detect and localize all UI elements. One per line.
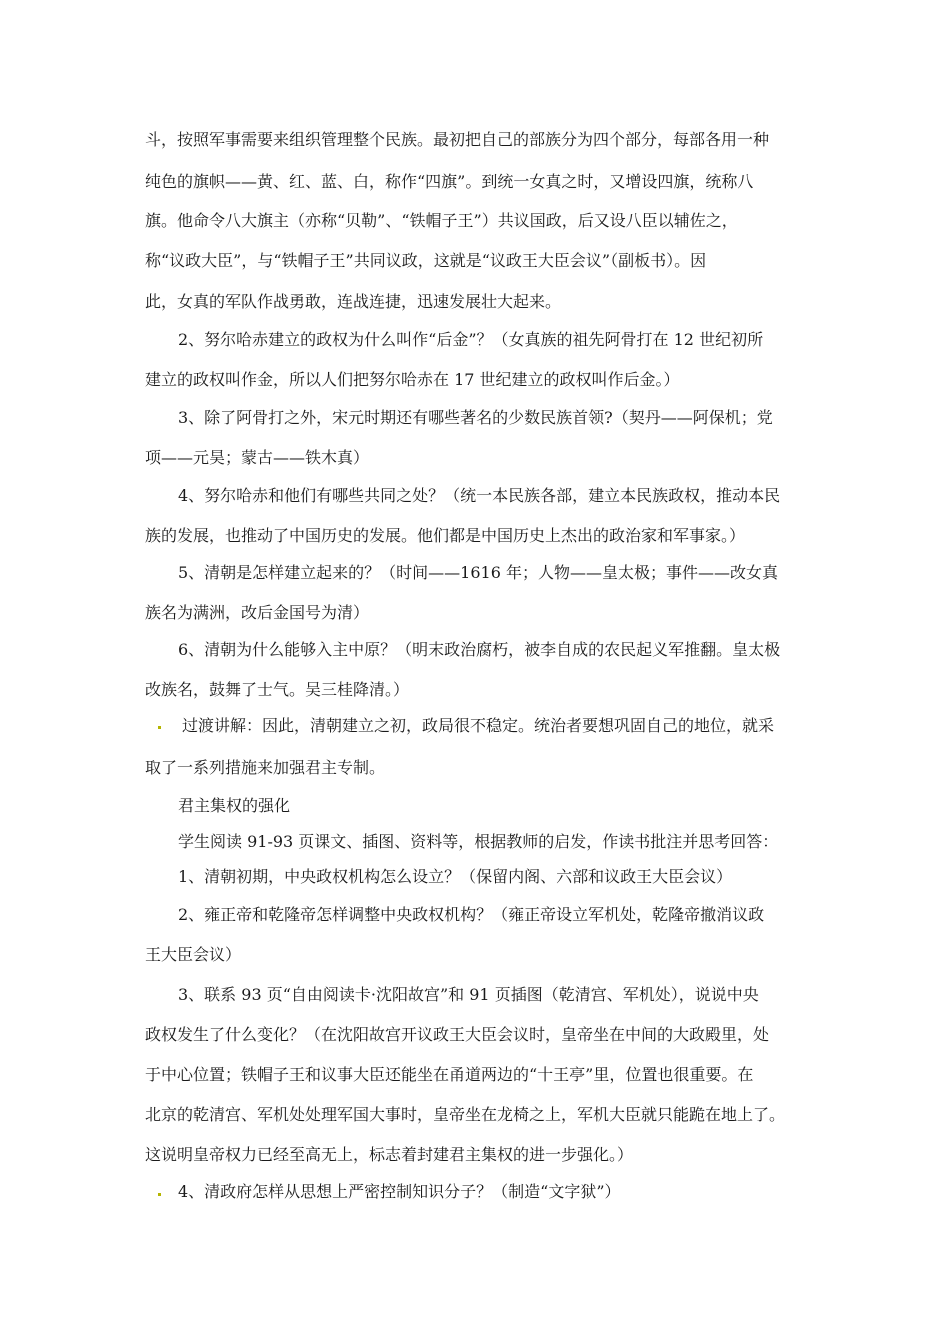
- answer-line: 建立的政权叫作金，所以人们把努尔哈赤在 17 世纪建立的政权叫作后金。）: [145, 370, 680, 389]
- question-line: 5、清朝是怎样建立起来的？（时间——1616 年；人物——皇太极；事件——改女真: [178, 563, 778, 582]
- answer-line: 北京的乾清宫、军机处处理军国大事时，皇帝坐在龙椅之上，军机大臣就只能跪在地上了。: [145, 1105, 786, 1124]
- answer-line: 政权发生了什么变化？（在沈阳故宫开议政王大臣会议时，皇帝坐在中间的大政殿里，处: [145, 1025, 770, 1044]
- paragraph-line: 此，女真的军队作战勇敢，连战连捷，迅速发展壮大起来。: [145, 292, 562, 311]
- question-line: 2、雍正帝和乾隆帝怎样调整中央政权机构？（雍正帝设立军机处，乾隆帝撤消议政: [178, 905, 765, 924]
- question-line: 3、联系 93 页“自由阅读卡·沈阳故宫”和 91 页插图（乾清宫、军机处），说说中央: [178, 985, 759, 1004]
- answer-line: 族名为满洲，改后金国号为清）: [145, 603, 370, 622]
- answer-line: 于中心位置；铁帽子王和议事大臣还能坐在甬道两边的“十王亭”里，位置也很重要。在: [145, 1065, 754, 1084]
- question-line: 2、努尔哈赤建立的政权为什么叫作“后金”？（女真族的祖先阿骨打在 12 世纪初所: [178, 330, 764, 349]
- answer-line: 族的发展，也推动了中国历史的发展。他们都是中国历史上杰出的政治家和军事家。）: [145, 526, 746, 545]
- question-line: 4、努尔哈赤和他们有哪些共同之处？（统一本民族各部，建立本民族政权，推动本民: [178, 486, 781, 505]
- marker-dot: [158, 726, 161, 729]
- question-line: 3、除了阿骨打之外，宋元时期还有哪些著名的少数民族首领?（契丹——阿保机；党: [178, 408, 773, 427]
- answer-line: 王大臣会议）: [145, 945, 242, 964]
- section-heading: 君主集权的强化: [178, 796, 291, 815]
- paragraph-line: 旗。他命令八大旗主（亦称“贝勒”、“铁帽子王”）共议国政，后又设八臣以辅佐之，: [145, 211, 738, 230]
- paragraph-line: 纯色的旗帜——黄、红、蓝、白，称作“四旗”。到统一女真之时，又增设四旗，统称八: [145, 172, 754, 191]
- answer-line: 项——元昊；蒙古——铁木真）: [145, 448, 370, 467]
- question-line: 4、清政府怎样从思想上严密控制知识分子？（制造“文字狱”）: [178, 1182, 621, 1201]
- transition-line: 过渡讲解：因此，清朝建立之初，政局很不稳定。统治者要想巩固自己的地位，就采: [182, 716, 775, 735]
- answer-line: 改族名，鼓舞了士气。吴三桂降清。）: [145, 680, 410, 699]
- instruction-line: 学生阅读 91-93 页课文、插图、资料等，根据教师的启发，作读书批注并思考回答：: [178, 832, 779, 851]
- answer-line: 这说明皇帝权力已经至高无上，标志着封建君主集权的进一步强化。）: [145, 1145, 634, 1164]
- paragraph-line: 斗，按照军事需要来组织管理整个民族。最初把自己的部族分为四个部分，每部各用一种: [145, 130, 770, 149]
- marker-dot: [158, 1193, 161, 1196]
- paragraph-line: 称“议政大臣”，与“铁帽子王”共同议政，这就是“议政王大臣会议”（副板书）。因: [145, 251, 707, 270]
- question-line: 1、清朝初期，中央政权机构怎么设立？（保留内阁、六部和议政王大臣会议）: [178, 867, 733, 886]
- transition-line: 取了一系列措施来加强君主专制。: [145, 758, 386, 777]
- question-line: 6、清朝为什么能够入主中原？（明末政治腐朽，被李自成的农民起义军推翻。皇太极: [178, 640, 781, 659]
